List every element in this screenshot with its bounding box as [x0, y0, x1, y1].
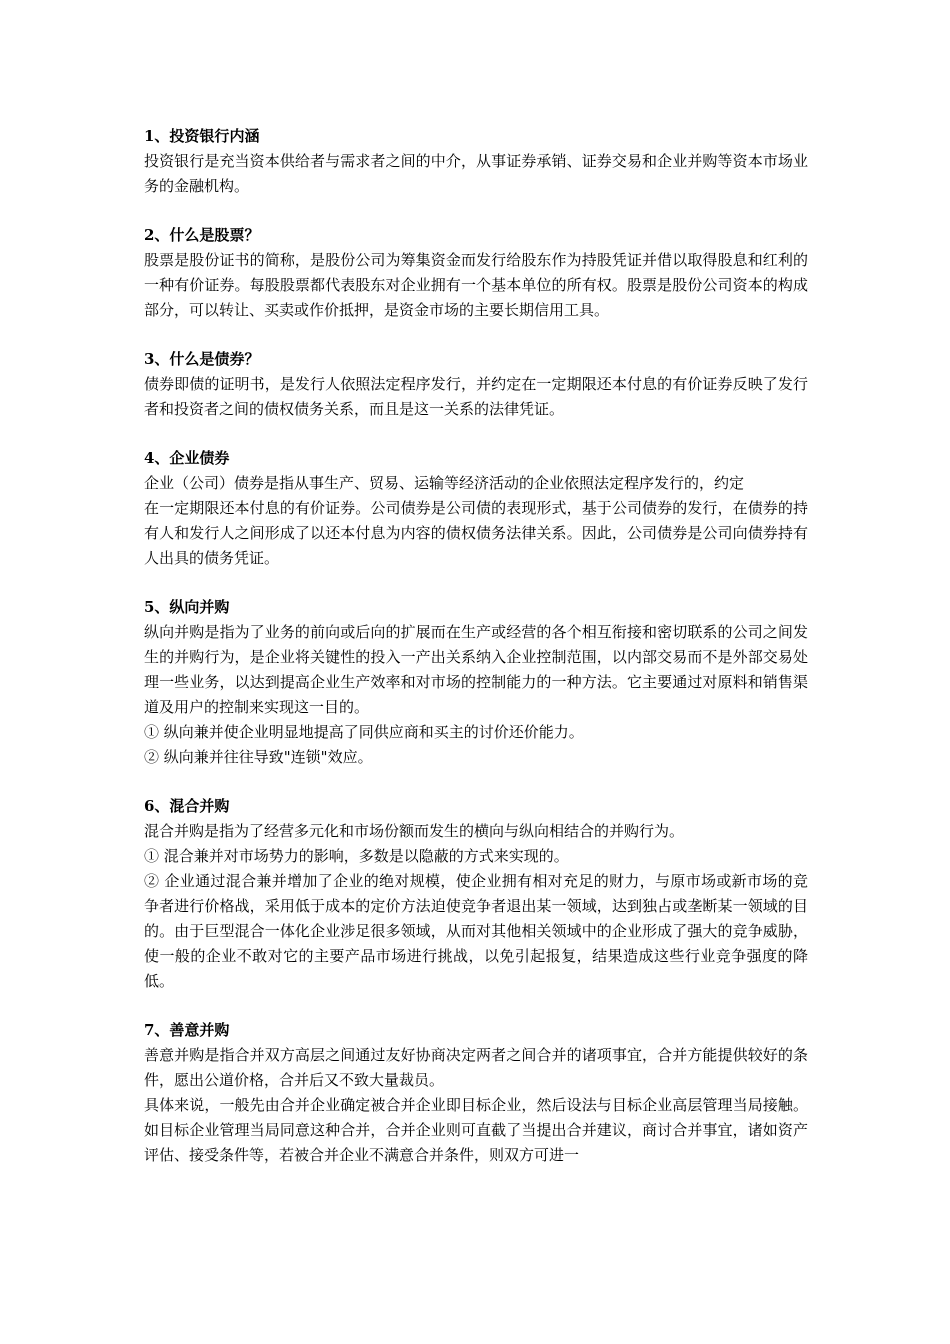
section-paragraph: 善意并购是指合并双方高层之间通过友好协商决定两者之间合并的诸项事宜，合并方能提供较好的条件，愿出公道价格，合并后又不致大量裁员。	[144, 1046, 808, 1089]
section-heading: 3、什么是债券？	[144, 350, 260, 368]
section-paragraph: 股票是股份证书的简称，是股份公司为筹集资金而发行给股东作为持股凭证并借以取得股息和红利的一种有价证券。每股股票都代表股东对企业拥有一个基本单位的所有权。股票是股份公司资本的构成部分，可以转让、买卖或作价抵押，是资金市场的主要长期信用工具。	[144, 251, 808, 319]
section-paragraph: 具体来说，一般先由合并企业确定被合并企业即目标企业，然后设法与目标企业高层管理当局接触。如目标企业管理当局同意这种合并，合并企业则可直截了当提出合并建议，商讨合并事宜，诸如资产评估、接受条件等，若被合并企业不满意合并条件，则双方可进一	[144, 1096, 808, 1164]
section-heading: 5、纵向并购	[144, 598, 230, 616]
section-4	[144, 446, 808, 571]
section-6	[144, 794, 808, 994]
section-list-item: ① 纵向兼并使企业明显地提高了同供应商和买主的讨价还价能力。	[144, 723, 584, 741]
section-paragraph: 企业（公司）债券是指从事生产、贸易、运输等经济活动的企业依照法定程序发行的，约定	[144, 474, 745, 492]
section-paragraph: 混合并购是指为了经营多元化和市场份额而发生的横向与纵向相结合的并购行为。	[144, 822, 685, 840]
section-paragraph: 投资银行是充当资本供给者与需求者之间的中介，从事证券承销、证券交易和企业并购等资本市场业务的金融机构。	[144, 152, 808, 195]
section-heading: 6、混合并购	[144, 797, 230, 815]
section-heading: 7、善意并购	[144, 1021, 230, 1039]
section-heading: 2、什么是股票？	[144, 226, 260, 244]
section-2	[144, 223, 808, 323]
section-heading: 4、企业债券	[144, 449, 230, 467]
section-heading: 1、投资银行内涵	[144, 127, 260, 145]
section-5	[144, 595, 808, 770]
document-page	[144, 124, 808, 1192]
section-list-item: ① 混合兼并对市场势力的影响，多数是以隐蔽的方式来实现的。	[144, 847, 569, 865]
section-list-item: ② 纵向兼并往往导致"连锁"效应。	[144, 748, 373, 766]
section-paragraph: 在一定期限还本付息的有价证券。公司债券是公司债的表现形式，基于公司债券的发行，在债券的持有人和发行人之间形成了以还本付息为内容的债权债务法律关系。因此，公司债券是公司向债券持有人出具的债务凭证。	[144, 499, 808, 567]
section-7	[144, 1018, 808, 1168]
section-paragraph: 债券即债的证明书，是发行人依照法定程序发行，并约定在一定期限还本付息的有价证券反映了发行者和投资者之间的债权债务关系，而且是这一关系的法律凭证。	[144, 375, 808, 418]
section-list-item: ② 企业通过混合兼并增加了企业的绝对规模，使企业拥有相对充足的财力，与原市场或新市场的竞争者进行价格战，采用低于成本的定价方法迫使竞争者退出某一领域，达到独占或垄断某一领域的目的。由于巨型混合一体化企业涉足很多领域，从而对其他相关领域中的企业形成了强大的竞争威胁，使一般的企业不敢对它的主要产品市场进行挑战，以免引起报复，结果造成这些行业竞争强度的降低。	[144, 872, 808, 990]
section-paragraph: 纵向并购是指为了业务的前向或后向的扩展而在生产或经营的各个相互衔接和密切联系的公司之间发生的并购行为，是企业将关键性的投入一产出关系纳入企业控制范围，以内部交易而不是外部交易处理一些业务，以达到提高企业生产效率和对市场的控制能力的一种方法。它主要通过对原料和销售渠道及用户的控制来实现这一目的。	[144, 623, 808, 716]
section-1	[144, 124, 808, 199]
section-3	[144, 347, 808, 422]
